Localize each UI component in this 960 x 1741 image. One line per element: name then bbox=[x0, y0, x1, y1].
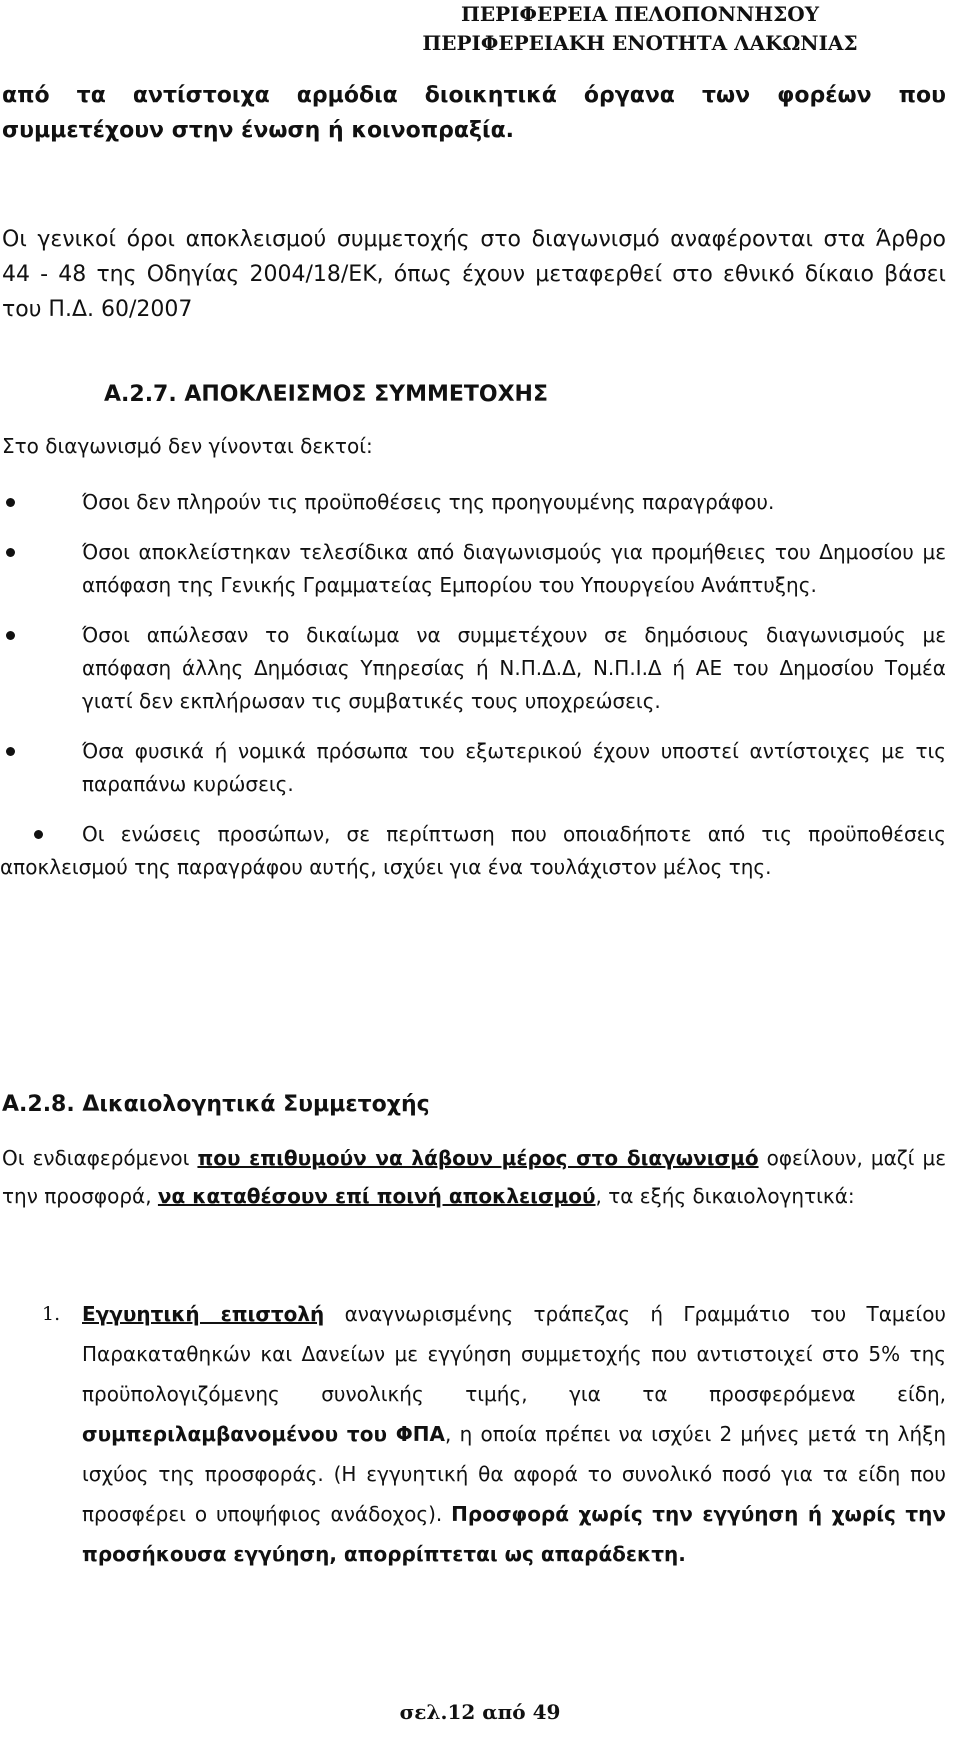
bullet-icon bbox=[34, 830, 43, 839]
exclusion-list bbox=[0, 486, 946, 901]
page-number: σελ.12 από 49 bbox=[399, 1700, 561, 1724]
bold-phrase: συμπεριλαμβανομένου του ΦΠΑ bbox=[82, 1422, 445, 1446]
section-a28-title: Α.2.8. Δικαιολογητικά Συμμετοχής bbox=[2, 1092, 430, 1117]
list-item: Όσοι δεν πληρούν τις προϋποθέσεις της προηγουμένης παραγράφου. bbox=[0, 486, 946, 519]
list-item: Όσα φυσικά ή νομικά πρόσωπα του εξωτερικού έχουν υποστεί αντίστοιχες με τις παραπάνω κυρώσεις. bbox=[0, 735, 946, 801]
header-unit: ΠΕΡΙΦΕΡΕΙΑΚΗ ΕΝΟΤΗΤΑ ΛΑΚΩΝΙΑΣ bbox=[422, 31, 858, 55]
list-item: Όσοι αποκλείστηκαν τελεσίδικα από διαγωνισμούς για προμήθειες του Δημοσίου με απόφαση της Γενικής Γραμματείας Εμπορίου του Υπουργείου Ανάπτυξης. bbox=[0, 536, 946, 602]
section-a28-paragraph: Οι ενδιαφερόμενοι που επιθυμούν να λάβουν μέρος στο διαγωνισμό οφείλουν, μαζί με την προσφορά, να καταθέσουν επί ποινή αποκλεισμού, τα εξής δικαιολογητικά: bbox=[2, 1146, 946, 1208]
header-region: ΠΕΡΙΦΕΡΕΙΑ ΠΕΛΟΠΟΝΝΗΣΟΥ bbox=[461, 2, 819, 26]
bold-warning: Προσφορά χωρίς την εγγύηση ή χωρίς την προσήκουσα εγγύηση, απορρίπτεται ως απαράδεκτη. bbox=[82, 1502, 947, 1566]
intro-paragraph: από τα αντίστοιχα αρμόδια διοικητικά όργανα των φορέων που συμμετέχουν στην ένωση ή κοινοπραξία. bbox=[2, 83, 946, 143]
underlined-phrase: που επιθυμούν να λάβουν μέρος στο διαγωνισμό bbox=[197, 1146, 759, 1170]
bullet-icon bbox=[6, 631, 15, 640]
list-item: Οι ενώσεις προσώπων, σε περίπτωση που οποιαδήποτε από τις προϋποθέσεις αποκλεισμού της παραγράφου αυτής, ισχύει για ένα τουλάχιστον μέλος της. bbox=[0, 822, 946, 879]
numbered-item: 1. Εγγυητική επιστολή αναγνωρισμένης τράπεζας ή Γραμμάτιο του Ταμείου Παρακαταθηκών και Δανείων με εγγύηση συμμετοχής που αντιστοιχεί στο 5% της προϋπολογιζόμενης συνολικής τιμής, για τα προσφερόμενα είδη, συμπεριλαμβανομένου του ΦΠΑ, η οποία πρέπει να ισχύει 2 μήνες μετά τη λήξη ισχύος της προσφοράς. (Η εγγυητική θα αφορά το συνολικό ποσό για τα είδη που προσφέρει ο υποψήφιος ανάδοχος). Προσφορά χωρίς την εγγύηση ή χωρίς την προσήκουσα εγγύηση, απορρίπτεται ως απαράδεκτη. bbox=[0, 1294, 946, 1574]
section-a27-title: Α.2.7. ΑΠΟΚΛΕΙΣΜΟΣ ΣΥΜΜΕΤΟΧΗΣ bbox=[104, 382, 548, 407]
bullet-icon bbox=[6, 498, 15, 507]
guarantee-letter-term: Εγγυητική επιστολή bbox=[82, 1302, 325, 1326]
general-terms-paragraph: Οι γενικοί όροι αποκλεισμού συμμετοχής στο διαγωνισμό αναφέρονται στα Άρθρο 44 - 48 της Οδηγίας 2004/18/ΕΚ, όπως έχουν μεταφερθεί στο εθνικό δίκαιο βάσει του Π.Δ. 60/2007 bbox=[2, 227, 946, 322]
underlined-phrase: να καταθέσουν επί ποινή αποκλεισμού bbox=[157, 1184, 596, 1208]
bullet-icon bbox=[6, 747, 15, 756]
list-item: Όσοι απώλεσαν το δικαίωμα να συμμετέχουν σε δημόσιους διαγωνισμούς με απόφαση άλλης Δημόσιας Υπηρεσίας ή Ν.Π.Δ.Δ, Ν.Π.Ι.Δ ή ΑΕ του Δημοσίου Τομέα γιατί δεν εκπλήρωσαν τις συμβατικές τους υποχρεώσεις. bbox=[0, 619, 946, 718]
bullet-icon bbox=[6, 548, 15, 557]
page-header bbox=[380, 0, 900, 58]
section-a27-lead: Στο διαγωνισμό δεν γίνονται δεκτοί: bbox=[2, 434, 373, 458]
item-number: 1. bbox=[42, 1303, 61, 1325]
